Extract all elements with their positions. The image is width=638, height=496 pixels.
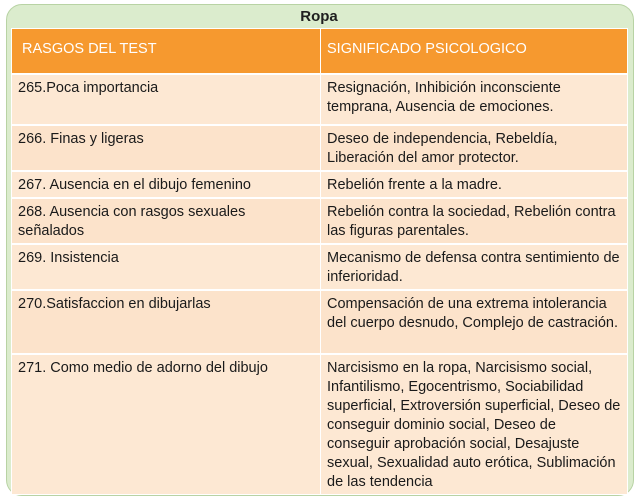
table-row: [12, 244, 628, 290]
trait-cell: 265.Poca importancia: [12, 74, 321, 125]
table-row: [12, 74, 628, 125]
table-row: [12, 198, 628, 244]
meaning-cell: Narcisismo en la ropa, Narcisismo social, Infantilismo, Egocentrismo, Sociabilidad superficial, Extroversión superficial, Deseo de conseguir dominio social, Deseo de conseguir aprobación social, Desajuste sexual, Sexualidad auto erótica, Sublimación de las tendencia: [321, 354, 628, 495]
table-row: [12, 290, 628, 354]
header-row: [12, 29, 628, 75]
trait-cell: 266. Finas y ligeras: [12, 125, 321, 171]
trait-cell: 267. Ausencia en el dibujo femenino: [12, 171, 321, 198]
meaning-cell: Rebelión frente a la madre.: [321, 171, 628, 198]
meaning-cell: Compensación de una extrema intolerancia del cuerpo desnudo, Complejo de castración.: [321, 290, 628, 354]
meaning-cell: Resignación, Inhibición inconsciente temprana, Ausencia de emociones.: [321, 74, 628, 125]
trait-cell: 269. Insistencia: [12, 244, 321, 290]
ropa-table: [11, 28, 628, 495]
table-row: [12, 171, 628, 198]
meaning-cell: Rebelión contra la sociedad, Rebelión contra las figuras parentales.: [321, 198, 628, 244]
table-title: Ropa: [300, 8, 338, 25]
trait-cell: 270.Satisfaccion en dibujarlas: [12, 290, 321, 354]
header-rasgos: RASGOS DEL TEST: [12, 29, 321, 75]
trait-cell: 268. Ausencia con rasgos sexuales señalados: [12, 198, 321, 244]
table-row: [12, 354, 628, 495]
meaning-cell: Mecanismo de defensa contra sentimiento de inferioridad.: [321, 244, 628, 290]
table-row: [12, 125, 628, 171]
meaning-cell: Deseo de independencia, Rebeldía, Liberación del amor protector.: [321, 125, 628, 171]
trait-cell: 271. Como medio de adorno del dibujo: [12, 354, 321, 495]
header-significado: SIGNIFICADO PSICOLOGICO: [321, 29, 628, 75]
